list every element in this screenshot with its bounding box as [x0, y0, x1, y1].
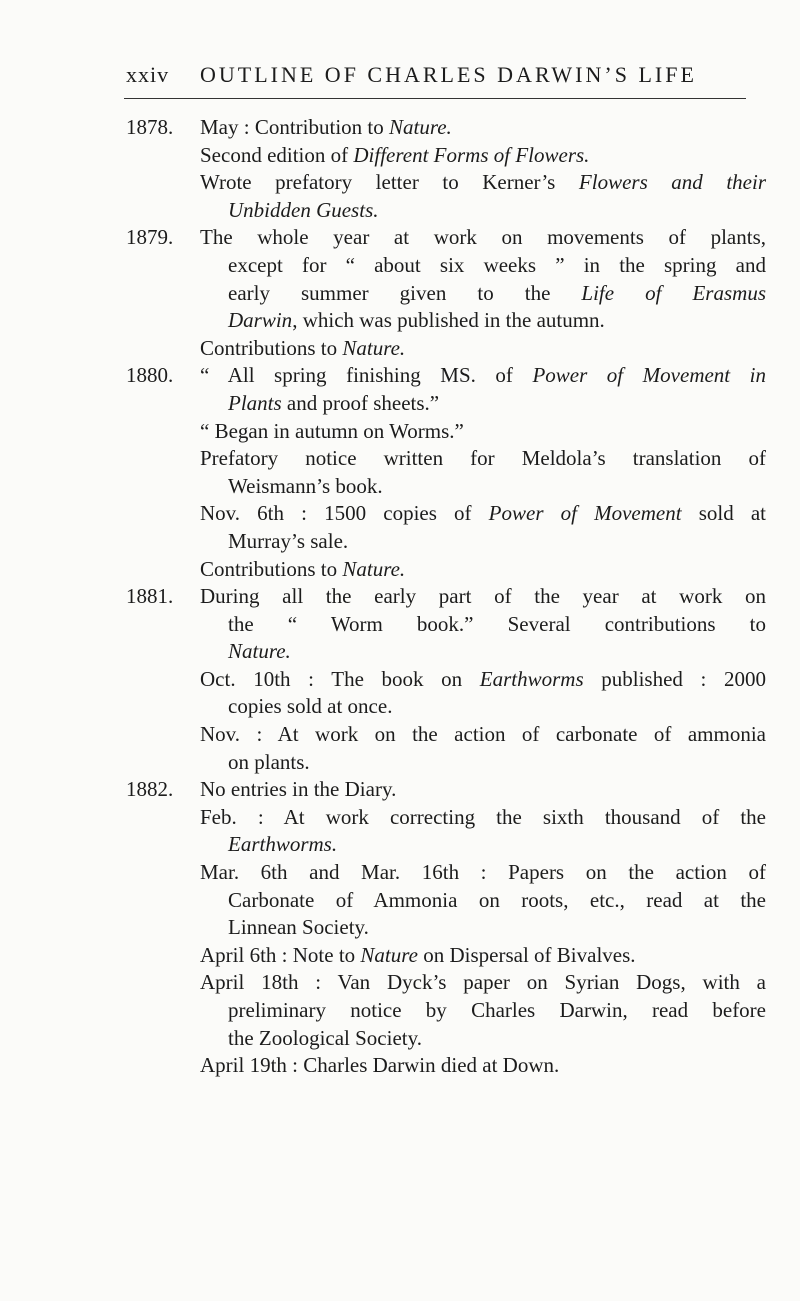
- entry-text: on plants.: [228, 749, 310, 774]
- year-entry: [126, 776, 766, 1080]
- entry-text: Prefatory notice written for Meldola’s translation of: [200, 446, 766, 471]
- entry-text: Nov. 6th : 1500 copies of: [200, 501, 489, 526]
- entry-line: [200, 887, 766, 915]
- entry-line: [200, 859, 766, 887]
- entry-text: Contributions to: [200, 335, 343, 360]
- entry-text: published : 2000: [583, 666, 766, 691]
- entry-text: the “ Worm book.” Several contributions to: [228, 611, 766, 636]
- entry-line: [200, 169, 766, 197]
- italic-title-text: Power of Movement in: [532, 363, 766, 388]
- entry-text: During all the early part of the year at work on: [200, 584, 766, 609]
- header-rule: [124, 98, 746, 99]
- italic-title-text: Unbidden Guests.: [228, 197, 379, 222]
- entry-text: the Zoological Society.: [228, 1025, 423, 1050]
- year-entry: [126, 224, 766, 362]
- entry-line: [200, 611, 766, 639]
- entry-text: Contributions to: [200, 556, 343, 581]
- italic-title-text: Nature: [360, 942, 418, 967]
- entry-text: No entries in the Diary.: [200, 777, 397, 802]
- chronology-entries: [126, 114, 766, 1080]
- entry-text: early summer given to the: [228, 280, 582, 305]
- entry-line: [200, 804, 766, 832]
- entry-text: Murray’s sale.: [228, 528, 349, 553]
- italic-title-text: Flowers and their: [578, 170, 767, 195]
- italic-title-text: Nature.: [342, 335, 406, 360]
- year-label: 1880.: [126, 363, 174, 388]
- year-label: 1881.: [126, 584, 174, 609]
- entry-line: [200, 390, 766, 418]
- entry-line: [200, 142, 766, 170]
- entry-text: May : Contribution to: [200, 115, 389, 139]
- entry-line: [200, 942, 766, 970]
- entry-text: Feb. : At work correcting the sixth thousand of the: [200, 804, 766, 829]
- entry-text: , which was published in the autumn.: [292, 308, 605, 333]
- entry-line: [200, 224, 766, 252]
- italic-title-text: Earthworms.: [228, 832, 338, 857]
- entry-line: [200, 445, 766, 473]
- year-label: 1879.: [126, 225, 174, 250]
- entry-line: [200, 114, 766, 142]
- entry-line: [200, 1052, 766, 1080]
- entry-line: [200, 969, 766, 997]
- entry-text: and proof sheets.”: [281, 390, 440, 415]
- entry-line: [200, 362, 766, 390]
- entry-text: Wrote prefatory letter to Kerner’s: [200, 170, 579, 195]
- entry-line: [200, 831, 766, 859]
- entry-line: [200, 583, 766, 611]
- page-number: xxiv: [126, 62, 170, 87]
- italic-title-text: Darwin: [228, 308, 293, 333]
- entry-text: Second edition of: [200, 142, 354, 167]
- italic-title-text: Nature.: [228, 639, 291, 664]
- italic-title-text: Different Forms of Flowers.: [353, 142, 590, 167]
- entry-line: [200, 721, 766, 749]
- entry-line: [200, 335, 766, 363]
- entry-line: [200, 1025, 766, 1053]
- entry-text: Nov. : At work on the action of carbonate of ammonia: [200, 722, 766, 747]
- entry-text: April 6th : Note to: [200, 942, 361, 967]
- year-label: 1882.: [126, 777, 174, 802]
- italic-title-text: Power of Movement: [488, 501, 682, 526]
- entry-line: [200, 307, 766, 335]
- entry-text: Linnean Society.: [228, 915, 369, 940]
- italic-title-text: Nature.: [389, 115, 452, 139]
- italic-title-text: Plants: [228, 390, 282, 415]
- year-label: 1878.: [126, 115, 174, 139]
- year-entry: [126, 362, 766, 583]
- entry-line: [200, 252, 766, 280]
- entry-line: [200, 197, 766, 225]
- entry-line: [200, 693, 766, 721]
- entry-line: [200, 500, 766, 528]
- entry-line: [200, 528, 766, 556]
- entry-text: April 18th : Van Dyck’s paper on Syrian Dogs, with a: [200, 970, 766, 995]
- entry-text: on Dispersal of Bivalves.: [417, 942, 636, 967]
- entry-line: [200, 997, 766, 1025]
- italic-title-text: Earthworms: [479, 666, 584, 691]
- entry-line: [200, 914, 766, 942]
- running-title: OUTLINE OF CHARLES DARWIN’S LIFE: [200, 62, 697, 87]
- entry-text: sold at: [681, 501, 766, 526]
- entry-text: “ All spring finishing MS. of: [200, 363, 533, 388]
- entry-text: Weismann’s book.: [228, 473, 383, 498]
- entry-line: [200, 666, 766, 694]
- entry-text: Oct. 10th : The book on: [200, 666, 480, 691]
- entry-text: except for “ about six weeks ” in the spring and: [228, 252, 766, 277]
- italic-title-text: Nature.: [342, 556, 406, 581]
- entry-line: [200, 473, 766, 501]
- entry-line: [200, 280, 766, 308]
- entry-line: [200, 556, 766, 584]
- entry-text: copies sold at once.: [228, 694, 393, 719]
- entry-line: [200, 638, 766, 666]
- entry-text: The whole year at work on movements of plants,: [200, 225, 766, 250]
- entry-text: preliminary notice by Charles Darwin, read before: [228, 998, 766, 1022]
- entry-line: [200, 418, 766, 446]
- entry-text: April 19th : Charles Darwin died at Down.: [200, 1053, 560, 1078]
- entry-text: “ Began in autumn on Worms.”: [200, 418, 464, 443]
- year-entry: [126, 114, 766, 224]
- page-header: [0, 62, 800, 92]
- year-entry: [126, 583, 766, 776]
- italic-title-text: Life of Erasmus: [581, 280, 766, 305]
- entry-line: [200, 749, 766, 777]
- entry-text: Carbonate of Ammonia on roots, etc., read at the: [228, 887, 766, 912]
- entry-line: [200, 776, 766, 804]
- entry-text: Mar. 6th and Mar. 16th : Papers on the action of: [200, 860, 766, 885]
